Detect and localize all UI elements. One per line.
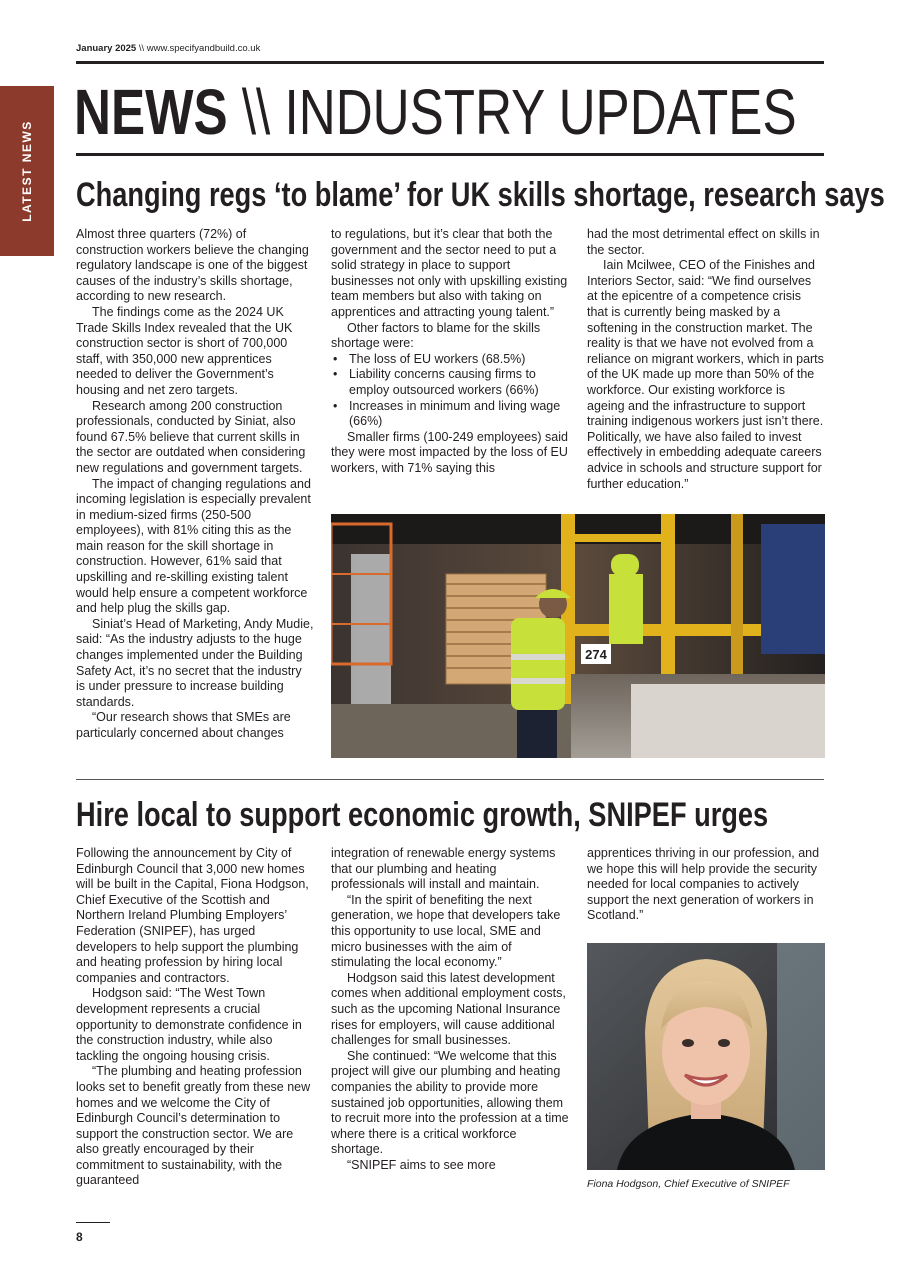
portrait-photo bbox=[587, 943, 825, 1170]
article1-column-1 bbox=[76, 227, 314, 742]
paragraph: Hodgson said this latest development comes when additional employment costs, such as the upcoming National Insurance rises for employers, will cause additional challenges for small businesses. bbox=[331, 970, 566, 1048]
paragraph: “In the spirit of benefiting the next generation, we hope that developers take this opportunity to use local, SME and micro businesses with the aim of stimulating the local economy.” bbox=[331, 892, 561, 970]
paragraph: apprentices thriving in our profession, and we hope this will help provide the security needed for local companies to actively support the next generation of workers in Scotland.” bbox=[587, 846, 820, 923]
masthead-bold: NEWS bbox=[74, 76, 228, 148]
paragraph: The impact of changing regulations and incoming legislation is especially prevalent in medium-sized firms (250-500 employees), with 81% citing this as the main reason for the skill shortage in construction. However, 61% said that upskilling and re-skilling existing talent would help ensure a competent workforce and help plug the skills gap. bbox=[76, 476, 311, 616]
page-number: 8 bbox=[76, 1230, 83, 1244]
section-tab-label: LATEST NEWS bbox=[20, 120, 34, 222]
paragraph: Almost three quarters (72%) of construction workers believe the changing regulatory landscape is one of the biggest causes of the industry’s skills shortage, according to new research. bbox=[76, 227, 309, 304]
article1-headline: Changing regs ‘to blame’ for UK skills shortage, research says bbox=[76, 176, 885, 214]
paragraph: “The plumbing and heating profession looks set to benefit greatly from these new homes and we welcome the City of Edinburgh Council’s determination to support the construction sector. We are also greatly encouraged by their commitment to sustainability, with the guaranteed bbox=[76, 1064, 311, 1188]
paragraph: Iain Mcilwee, CEO of the Finishes and Interiors Sector, said: “We find ourselves at the epicentre of a competence crisis that is currently being masked by a softening in the construction market. The reality is that we have not evolved from a reliance on migrant workers, which in parts of the UK made up more than 50% of the workforce. Our existing workforce is ageing and the infrastructure to support training indigenous workers just isn’t there. Politically, we have also failed to invest effectively in embedding adequate careers advice in schools and structure support for further education.” bbox=[587, 258, 824, 491]
paragraph: Following the announcement by City of Edinburgh Council that 3,000 new homes will be built in the Capital, Fiona Hodgson, Chief Executive of the Scottish and Northern Ireland Plumbing Employers’ Federation (SNIPEF), has urged developers to help support the plumbing and heating profession by hiring local companies and contractors. bbox=[76, 846, 309, 985]
section-masthead bbox=[74, 72, 797, 152]
warehouse-photo bbox=[331, 514, 825, 758]
paragraph: “Our research shows that SMEs are particularly concerned about changes bbox=[76, 710, 291, 740]
paragraph: Smaller firms (100-249 employees) said they were most impacted by the loss of EU workers, with 71% saying this bbox=[331, 429, 568, 475]
article1-column-3 bbox=[587, 227, 825, 492]
issue-separator: \\ bbox=[136, 43, 147, 54]
masthead-thin: \\ INDUSTRY UPDATES bbox=[227, 76, 797, 148]
paragraph: to regulations, but it’s clear that both the government and the sector need to put a solid strategy in place to support businesses not only with upskilling existing team members but also with taking on apprentices and attracting young talent.” bbox=[331, 227, 568, 319]
article2-column-2 bbox=[331, 846, 569, 1173]
portrait-illustration bbox=[587, 943, 825, 1170]
paragraph: integration of renewable energy systems that our plumbing and heating professionals will install and maintain. bbox=[331, 846, 556, 892]
factor-list bbox=[331, 352, 569, 430]
issue-line bbox=[76, 43, 260, 54]
warehouse-illustration bbox=[331, 514, 825, 758]
photo-caption: Fiona Hodgson, Chief Executive of SNIPEF bbox=[587, 1178, 790, 1190]
paragraph: Hodgson said: “The West Town development represents a crucial opportunity to demonstrate confidence in the construction industry, while also tackling the ongoing housing crisis. bbox=[76, 986, 302, 1063]
forklift-number: 274 bbox=[585, 647, 607, 662]
site-url[interactable]: www.specifyandbuild.co.uk bbox=[146, 43, 261, 54]
article-divider bbox=[76, 779, 824, 780]
list-item: • Liability concerns causing firms to employ outsourced workers (66%) bbox=[349, 367, 569, 398]
paragraph: Research among 200 construction professionals, conducted by Siniat, also found 67.5% believe that current skills in the sector are outdated when considering new regulations and government targets. bbox=[76, 398, 306, 475]
paragraph: The findings come as the 2024 UK Trade Skills Index revealed that the UK construction sector is short of 700,000 staff, with 350,000 new apprentices needed to deliver the Government’s housing and net zero targets. bbox=[76, 304, 293, 397]
paragraph: Siniat’s Head of Marketing, Andy Mudie, said: “As the industry adjusts to the huge changes implemented under the Building Safety Act, it’s no secret that the industry is under pressure to increase building standards. bbox=[76, 616, 314, 709]
paragraph: had the most detrimental effect on skills in the sector. bbox=[587, 227, 820, 257]
article1-column-2 bbox=[331, 227, 569, 477]
issue-date: January 2025 bbox=[76, 43, 137, 54]
masthead-rule bbox=[76, 153, 824, 156]
paragraph: “SNIPEF aims to see more bbox=[347, 1157, 496, 1172]
article2-column-3 bbox=[587, 846, 825, 924]
list-item: • Increases in minimum and living wage (66%) bbox=[349, 399, 569, 430]
paragraph: Other factors to blame for the skills shortage were: bbox=[331, 320, 541, 351]
paragraph: She continued: “We welcome that this project will give our plumbing and heating companies the ability to provide more sustained job opportunities, allowing them to recruit more into the profession at a time where there is a critical workforce shortage. bbox=[331, 1048, 569, 1157]
list-item: • The loss of EU workers (68.5%) bbox=[349, 352, 569, 368]
article2-headline: Hire local to support economic growth, SNIPEF urges bbox=[76, 796, 769, 834]
top-rule bbox=[76, 61, 824, 64]
footer-rule bbox=[76, 1222, 110, 1223]
article2-column-1 bbox=[76, 846, 314, 1189]
section-tab bbox=[0, 86, 54, 256]
